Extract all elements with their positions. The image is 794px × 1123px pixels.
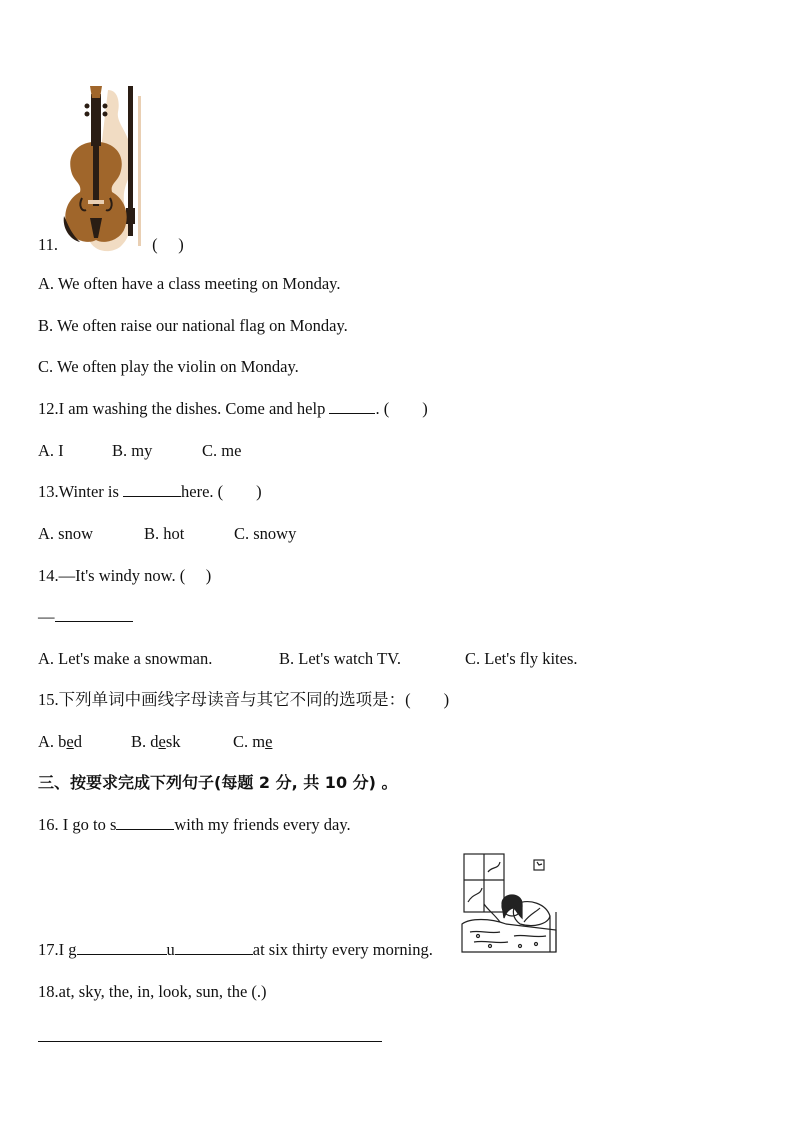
violin-illustration: [60, 82, 160, 252]
question-11-stem: [38, 235, 184, 255]
stem-text: 17.I g: [38, 940, 77, 959]
answer-blank[interactable]: [329, 399, 375, 414]
stem-text-end: with my friends every day.: [174, 815, 351, 834]
question-14-options: [38, 649, 578, 669]
option-c: C. snowy: [234, 524, 297, 543]
answer-blank[interactable]: [116, 815, 174, 830]
question-16: [38, 815, 351, 835]
answer-blank-1[interactable]: [77, 940, 167, 955]
stem-text: 13.Winter is: [38, 482, 124, 501]
option-b: B. desk: [131, 732, 181, 751]
stem-text-end: at six thirty every morning.: [252, 940, 433, 959]
question-11-option-a: A. We often have a class meeting on Monday.: [38, 274, 341, 293]
question-number: 11.: [38, 235, 59, 254]
question-14-reply: [38, 607, 133, 627]
answer-blank[interactable]: [123, 482, 181, 497]
question-18: 18.at, sky, the, in, look, sun, the (.): [38, 982, 267, 1001]
option-a: A. bed: [38, 732, 82, 751]
option-c: C. Let's fly kites.: [465, 649, 578, 668]
question-14-stem: 14.—It's windy now. ( ): [38, 566, 212, 585]
option-b: B. Let's watch TV.: [279, 649, 401, 668]
option-a: A. snow: [38, 524, 94, 543]
option-c: C. me: [233, 732, 273, 751]
section-heading: 三、按要求完成下列句子(每题 2 分, 共 10 分) 。: [38, 773, 398, 792]
option-b: B. hot: [144, 524, 185, 543]
stem-text-end: . ( ): [375, 399, 428, 418]
stem-text-end: here. ( ): [181, 482, 262, 501]
option-a: A. Let's make a snowman.: [38, 649, 213, 668]
answer-blank-2[interactable]: [175, 940, 253, 955]
question-17: [38, 940, 433, 960]
question-13-stem: [38, 482, 262, 502]
stem-text: 16. I go to s: [38, 815, 117, 834]
answer-parentheses: ( ): [152, 235, 184, 254]
option-b: B. my: [112, 441, 153, 460]
question-15-options: [38, 732, 272, 752]
stem-text: 12.I am washing the dishes. Come and help: [38, 399, 330, 418]
question-11-option-c: C. We often play the violin on Monday.: [38, 357, 299, 376]
reply-dash: —: [38, 607, 55, 626]
answer-blank[interactable]: [55, 607, 133, 622]
question-12-stem: [38, 399, 428, 419]
question-11-option-b: B. We often raise our national flag on Monday.: [38, 316, 348, 335]
answer-line[interactable]: [38, 1041, 382, 1042]
option-a: A. I: [38, 441, 64, 460]
option-c: C. me: [202, 441, 242, 460]
girl-in-bed-illustration: [460, 852, 560, 956]
question-13-options: [38, 524, 296, 544]
question-12-options: [38, 441, 241, 461]
stem-text-mid: u: [166, 940, 175, 959]
question-15-stem: 15.下列单词中画线字母读音与其它不同的选项是：( ): [38, 690, 450, 709]
